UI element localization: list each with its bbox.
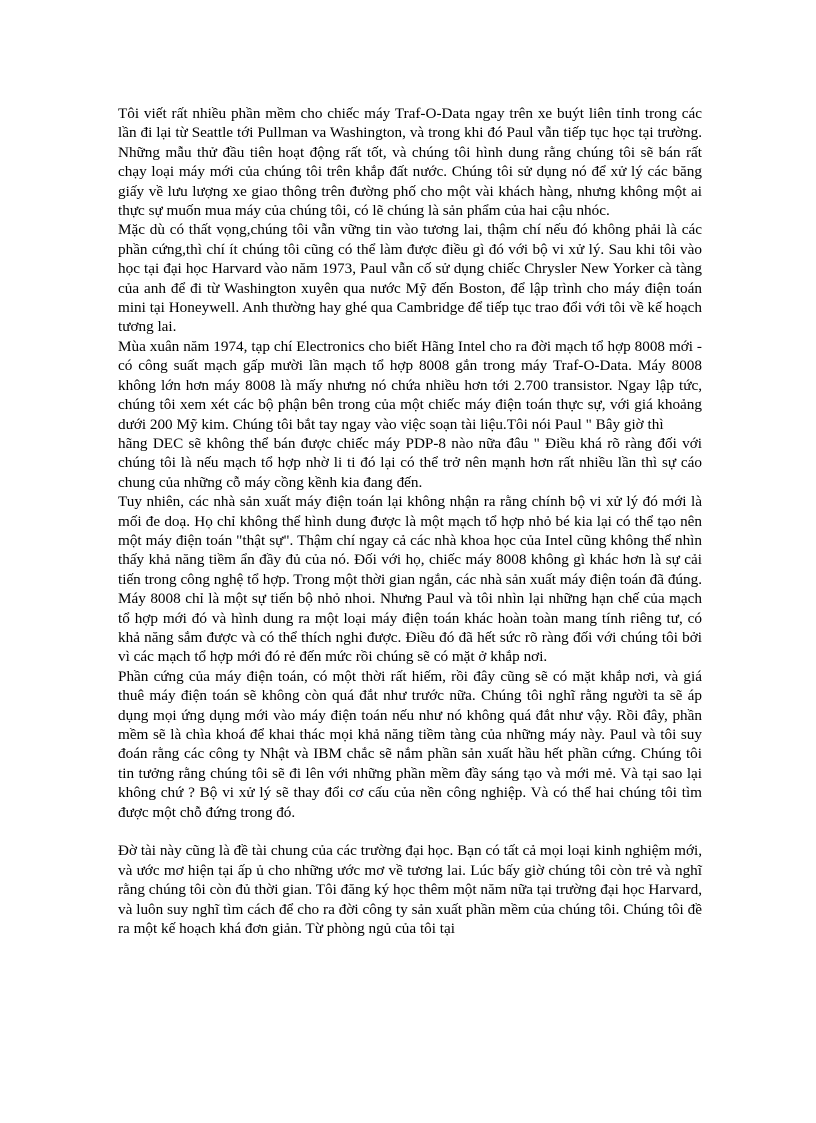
paragraph-harvard: Mặc dù có thất vọng,chúng tôi vẫn vững tin vào tương lai, thậm chí nếu đó không phải là các phần cứng,thì chí ít chúng tôi cũng có thể làm được điều gì đó với bộ vi xử lý. Sau khi tôi vào học tại đại học Harvard vào năm 1973, Paul vẫn cố sử dụng chiếc Chrysler New Yorker cà tàng của anh để đi từ Washington xuyên qua nước Mỹ đến Boston, để lập trình cho máy điện toán mini tại Honeywell. Anh thường hay ghé qua Cambridge để tiếp tục trao đổi với tôi về kế hoạch tương lai.: [118, 221, 702, 336]
body-text: [118, 104, 702, 938]
paragraph-manufacturers: Tuy nhiên, các nhà sản xuất máy điện toán lại không nhận ra rằng chính bộ vi xử lý đó mới là mối đe doạ. Họ chỉ không thể hình dung được là một mạch tổ hợp nhỏ bé kia lại có thể tạo nên một máy điện toán "thật sự". Thậm chí ngay cả các nhà khoa học của Intel cũng không thể nhìn thấy khả năng tiềm ẩn đầy đủ của nó. Đối với họ, chiếc máy 8008 không gì khác hơn là sự cải tiến trong công nghệ tổ hợp. Trong một thời gian ngắn, các nhà sản xuất máy điện toán đã đúng. Máy 8008 chỉ là một sự tiến bộ nhỏ nhoi. Nhưng Paul và tôi nhìn lại những hạn chế của mạch tổ hợp mới đó và hình dung ra một loại máy điện toán khác hoàn toàn mang tính riêng tư, có khả năng sắm được và có thể thích nghi được. Điều đó đã hết sức rõ ràng đối với chúng tôi bởi vì các mạch tổ hợp mới đó rẻ đến mức rồi chúng sẽ có mặt ở khắp nơi.: [118, 493, 702, 666]
paragraph-university: Đờ tài này cũng là đề tài chung của các trường đại học. Bạn có tất cả mọi loại kinh nghiệm mới, và ước mơ hiện tại ấp ủ cho những ước mơ về tương lai. Lúc bấy giờ chúng tôi còn trẻ và nghĩ rằng chúng tôi còn đủ thời gian. Tôi đăng ký học thêm một năm nữa tại trường đại học Harvard, và luôn suy nghĩ tìm cách để cho ra đời công ty sản xuất phần mềm của chúng tôi. Chúng tôi đề ra một kế hoạch khá đơn giản. Từ phòng ngủ của tôi tại: [118, 842, 702, 938]
paragraph-gap: [118, 822, 702, 841]
paragraph-intel-8008: Mùa xuân năm 1974, tạp chí Electronics cho biết Hãng Intel cho ra đời mạch tổ hợp 8008 mới - có công suất mạch gấp mười lần mạch tổ hợp 8008 gắn trong máy Traf-O-Data. Máy 8008 không lớn hơn máy 8008 là mấy nhưng nó chứa nhiều hơn tới 2.700 transistor. Ngay lập tức, chúng tôi xem xét các bộ phận bên trong của một chiếc máy điện toán thực sự, với giá khoảng dưới 200 Mỹ kim. Chúng tôi bắt tay ngay vào việc soạn tài liệu.Tôi nói Paul " Bây giờ thì: [118, 337, 702, 433]
paragraph-hardware: Phần cứng của máy điện toán, có một thời rất hiếm, rồi đây cũng sẽ có mặt khắp nơi, và giá thuê máy điện toán sẽ không còn quá đắt như trước nữa. Chúng tôi nghĩ rằng người ta sẽ áp dụng mọi ứng dụng mới vào máy điện toán nếu như nó không quá đắt như vậy. Rồi đây, phần mềm sẽ là chìa khoá để khai thác mọi khả năng tiềm tàng của những máy này. Paul và tôi suy đoán rằng các công ty Nhật và IBM chắc sẽ nắm phần sản xuất hầu hết phần cứng. Chúng tôi tin tưởng rằng chúng tôi sẽ đi lên với những phần mềm đầy sáng tạo và mới mẻ. Và tại sao lại không chứ ? Bộ vi xử lý sẽ thay đổi cơ cấu của nền công nghiệp. Và có thể hai chúng tôi tìm được một chỗ đứng trong đó.: [118, 667, 702, 821]
paragraph-dec-pdp8: hãng DEC sẽ không thể bán được chiếc máy PDP-8 nào nữa đâu " Điều khá rõ ràng đối với chúng tôi là nếu mạch tổ hợp nhờ li ti đó lại có thể trở nên mạnh hơn rất nhiều lần thì sự cáo chung của những cỗ máy cồng kềnh kia đang đến.: [118, 434, 702, 491]
paragraph-traf-o-data: Tôi viết rất nhiều phần mềm cho chiếc máy Traf-O-Data ngay trên xe buýt liên tỉnh trong các lần đi lại từ Seattle tới Pullman va Washington, và trong khi đó Paul vẫn tiếp tục học tại trường. Những mẫu thử đầu tiên hoạt động rất tốt, và chúng tôi hình dung rằng chúng tôi sẽ bán rất chạy loại máy mới của chúng tôi trên khắp đất nước. Chúng tôi sử dụng nó để xử lý các băng giấy về lưu lượng xe giao thông trên đường phố cho một vài khách hàng, nhưng không một ai thực sự muốn mua máy của chúng tôi, có lẽ chúng là sản phẩm của hai cậu nhóc.: [118, 105, 702, 220]
